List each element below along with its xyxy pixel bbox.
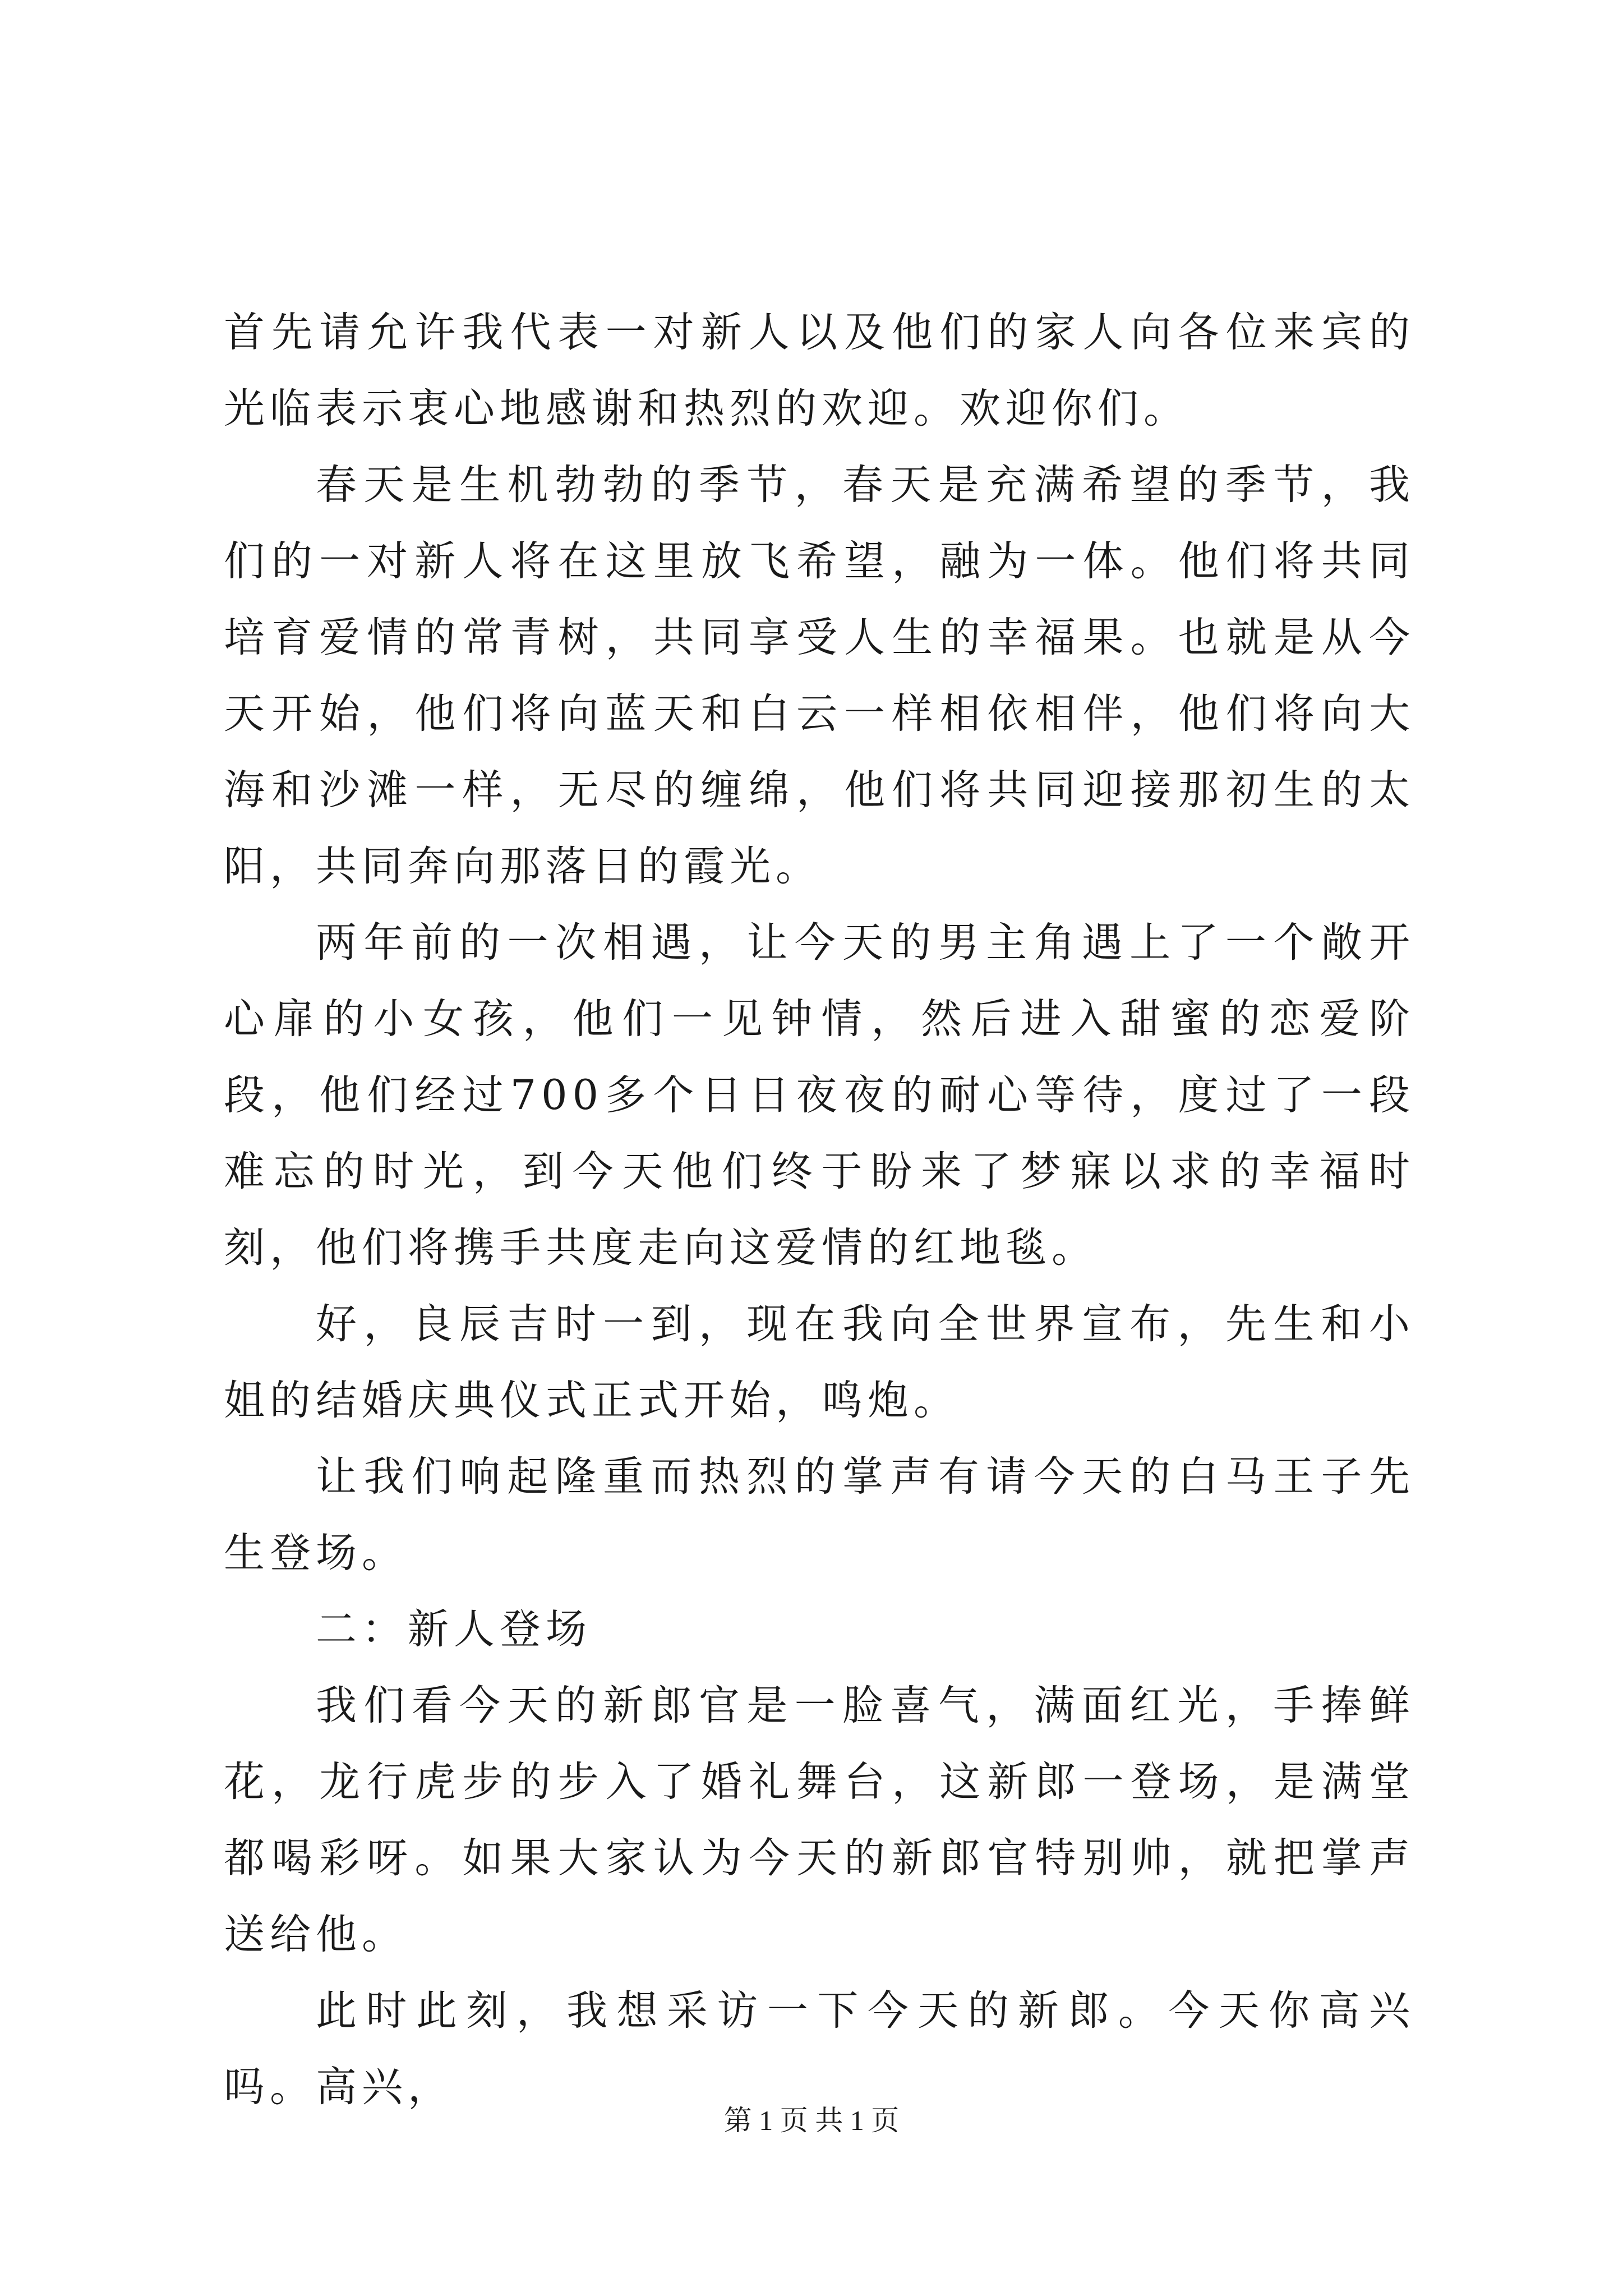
paragraph: 让我们响起隆重而热烈的掌声有请今天的白马王子先生登场。 (224, 1453, 1415, 1577)
paragraph: 春天是生机勃勃的季节，春天是充满希望的季节，我们的一对新人将在这里放飞希望，融为一体。他们将共同培育爱情的常青树，共同享受人生的幸福果。也就是从今天开始，他们将向蓝天和白云一样相依相伴，他们将向大海和沙滩一样，无尽的缠绵，他们将共同迎接那初生的太阳，共同奔向那落日的霞光。 (224, 461, 1415, 890)
section-heading: 二：新人登场 (316, 1605, 592, 1653)
paragraph: 好，良辰吉时一到，现在我向全世界宣布，先生和小姐的结婚庆典仪式正式开始，鸣炮。 (224, 1300, 1415, 1424)
page-footer: 第 1 页 共 1 页 (723, 2105, 900, 2136)
paragraph: 两年前的一次相遇，让今天的男主角遇上了一个敞开心扉的小女孩，他们一见钟情，然后进入甜蜜的恋爱阶段，他们经过700多个日日夜夜的耐心等待，度过了一段难忘的时光，到今天他们终于盼来了梦寐以求的幸福时刻，他们将携手共度走向这爱情的红地毯。 (224, 919, 1415, 1272)
paragraph: 首先请允许我代表一对新人以及他们的家人向各位来宾的光临表示衷心地感谢和热烈的欢迎。欢迎你们。 (224, 309, 1415, 432)
document-body (224, 295, 1415, 2125)
paragraph: 我们看今天的新郎官是一脸喜气，满面红光，手捧鲜花，龙行虎步的步入了婚礼舞台，这新郎一登场，是满堂都喝彩呀。如果大家认为今天的新郎官特别帅，就把掌声送给他。 (224, 1682, 1415, 1958)
paragraph: 此时此刻，我想采访一下今天的新郎。今天你高兴吗。高兴， (224, 1987, 1415, 2111)
